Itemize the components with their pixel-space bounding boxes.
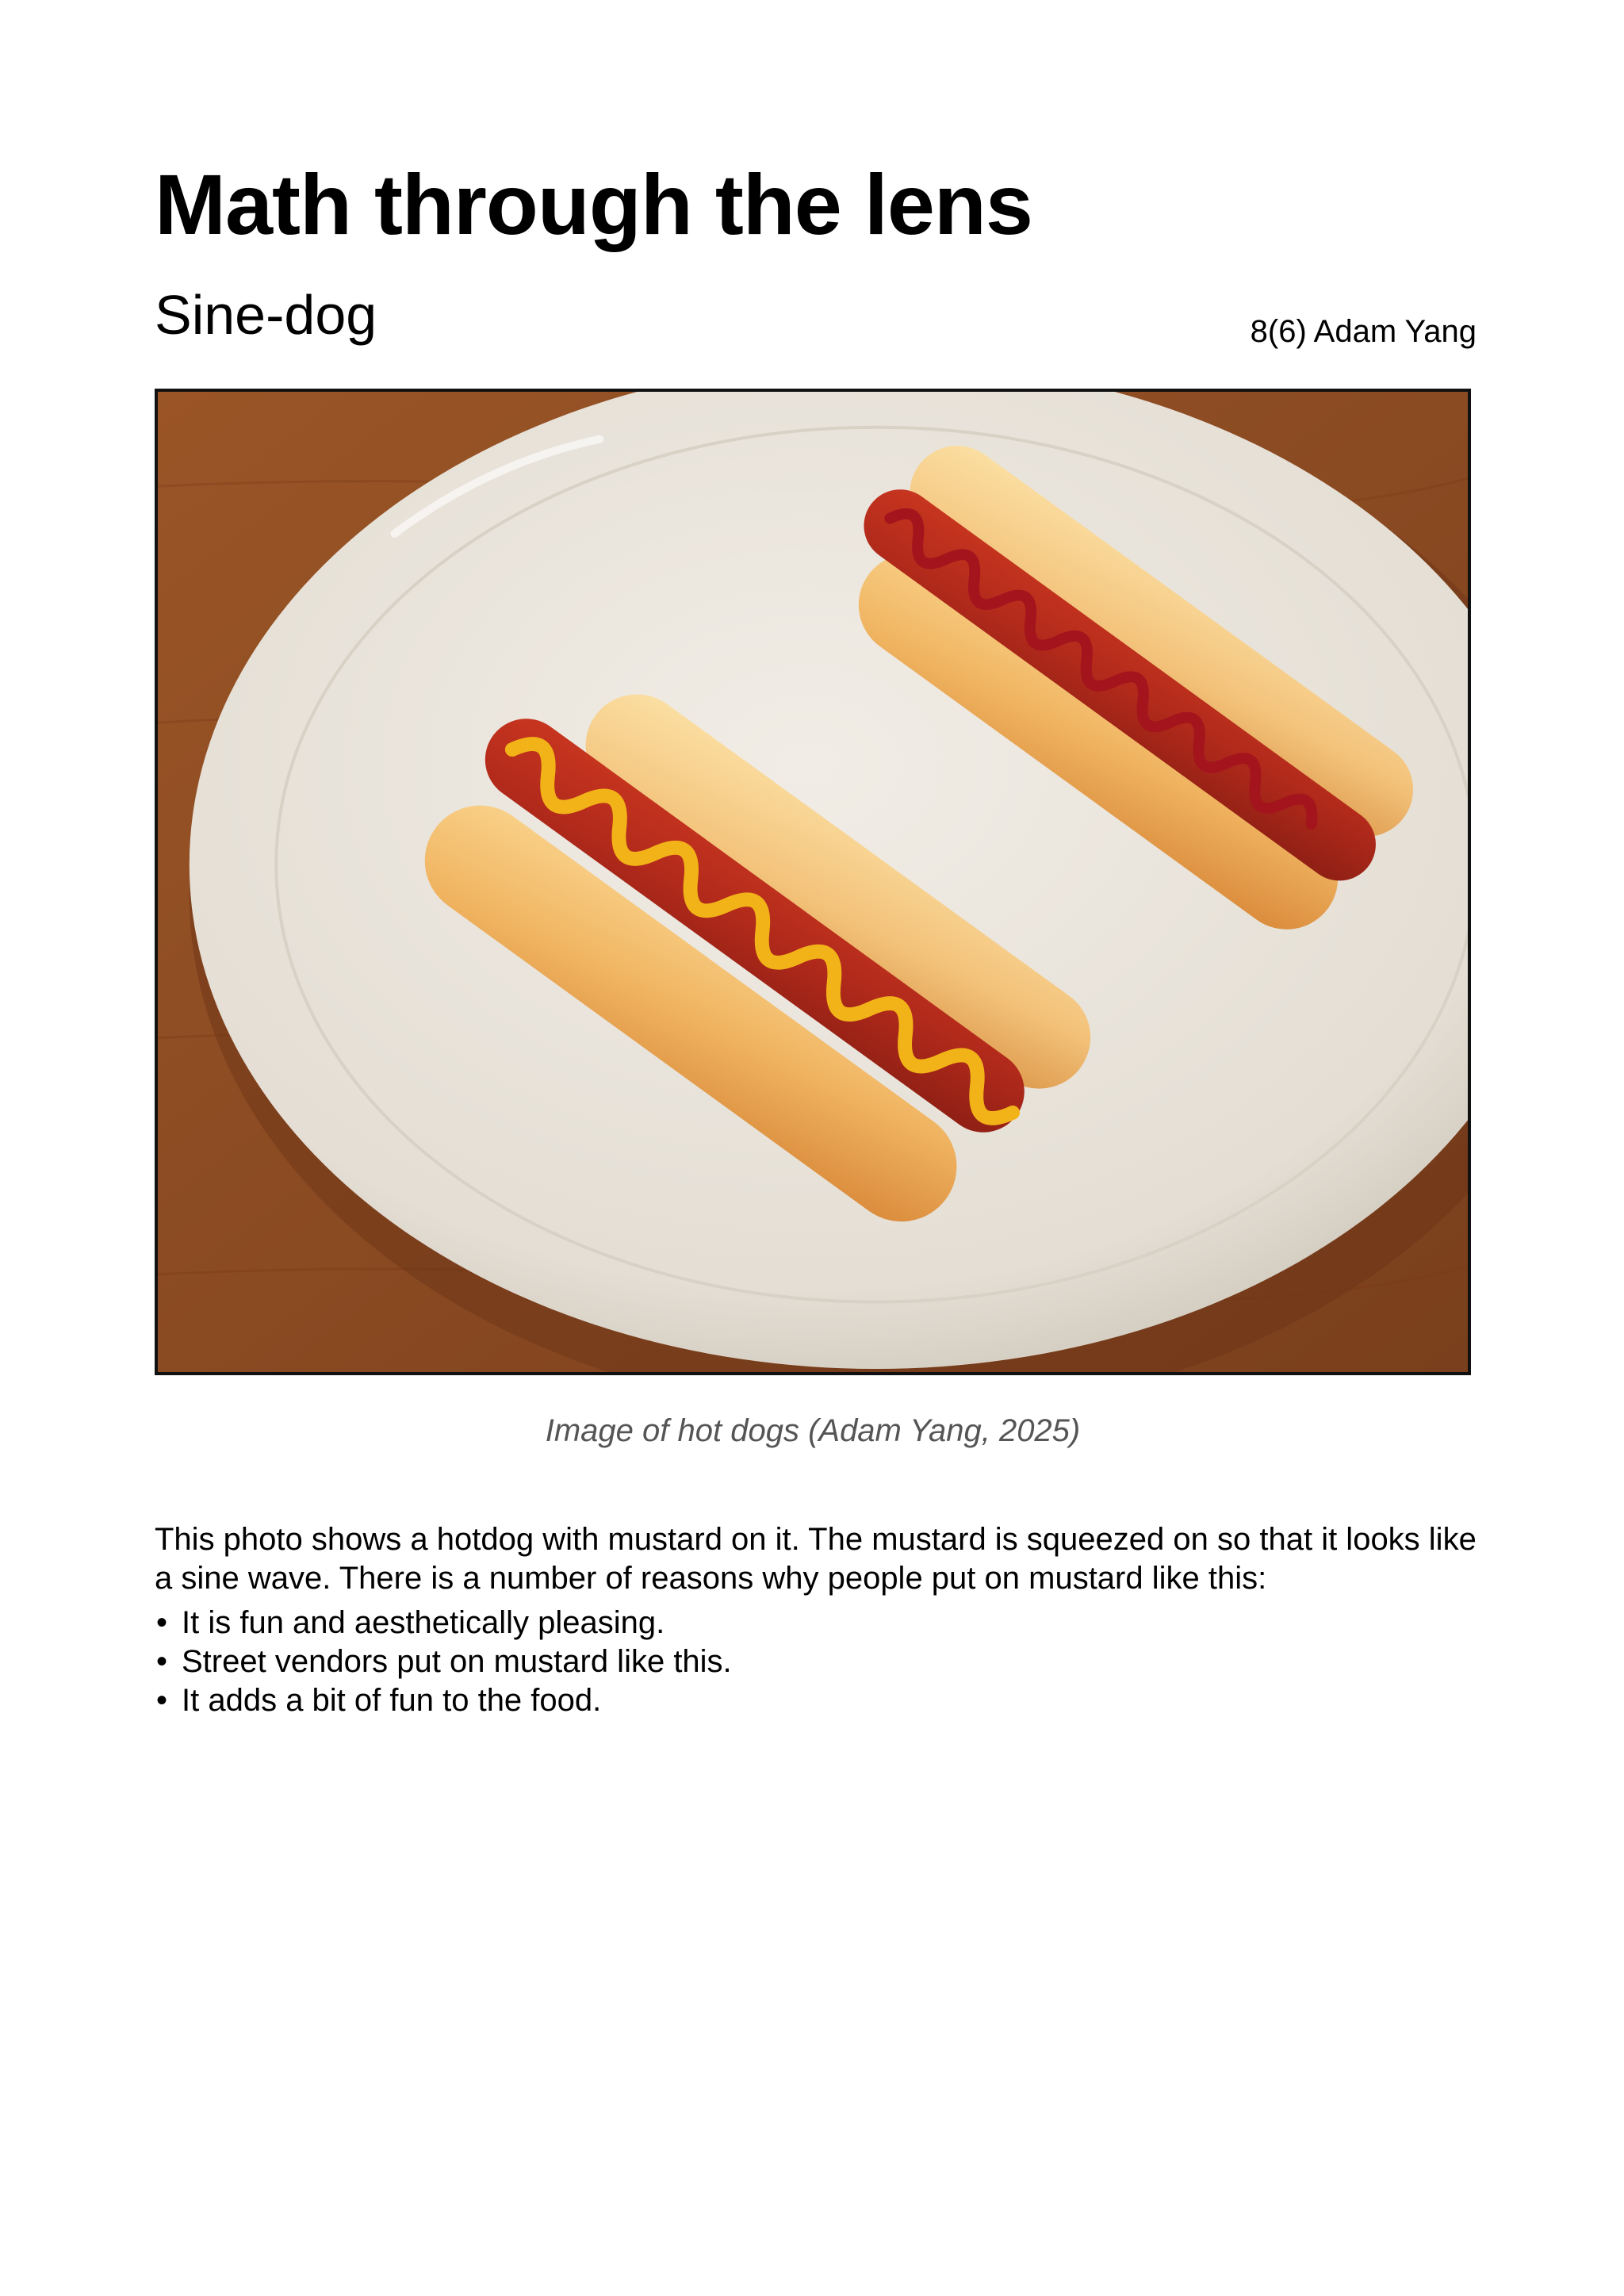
- bullet-marker: •: [156, 1605, 168, 1640]
- byline: 8(6) Adam Yang: [1250, 314, 1477, 349]
- page-subtitle: Sine-dog: [155, 284, 377, 346]
- list-item-text: Street vendors put on mustard like this.: [182, 1644, 732, 1679]
- hot-dog-illustration: [158, 392, 1468, 1372]
- list-item: [155, 1681, 732, 1720]
- list-item: [155, 1642, 732, 1681]
- hot-dog-photo: [155, 389, 1471, 1375]
- bullet-marker: •: [156, 1683, 168, 1718]
- list-item-text: It is fun and aesthetically pleasing.: [182, 1605, 665, 1640]
- bullet-marker: •: [156, 1644, 168, 1679]
- figure-caption: Image of hot dogs (Adam Yang, 2025): [545, 1413, 1081, 1448]
- reasons-list: [155, 1604, 732, 1720]
- body-paragraph: This photo shows a hotdog with mustard on it. The mustard is squeezed on so that it looks like a sine wave. There is a number of reasons why people put on mustard like this:: [155, 1522, 1477, 1596]
- page-title: Math through the lens: [155, 156, 1032, 252]
- list-item-text: It adds a bit of fun to the food.: [182, 1683, 602, 1718]
- list-item: [155, 1604, 732, 1642]
